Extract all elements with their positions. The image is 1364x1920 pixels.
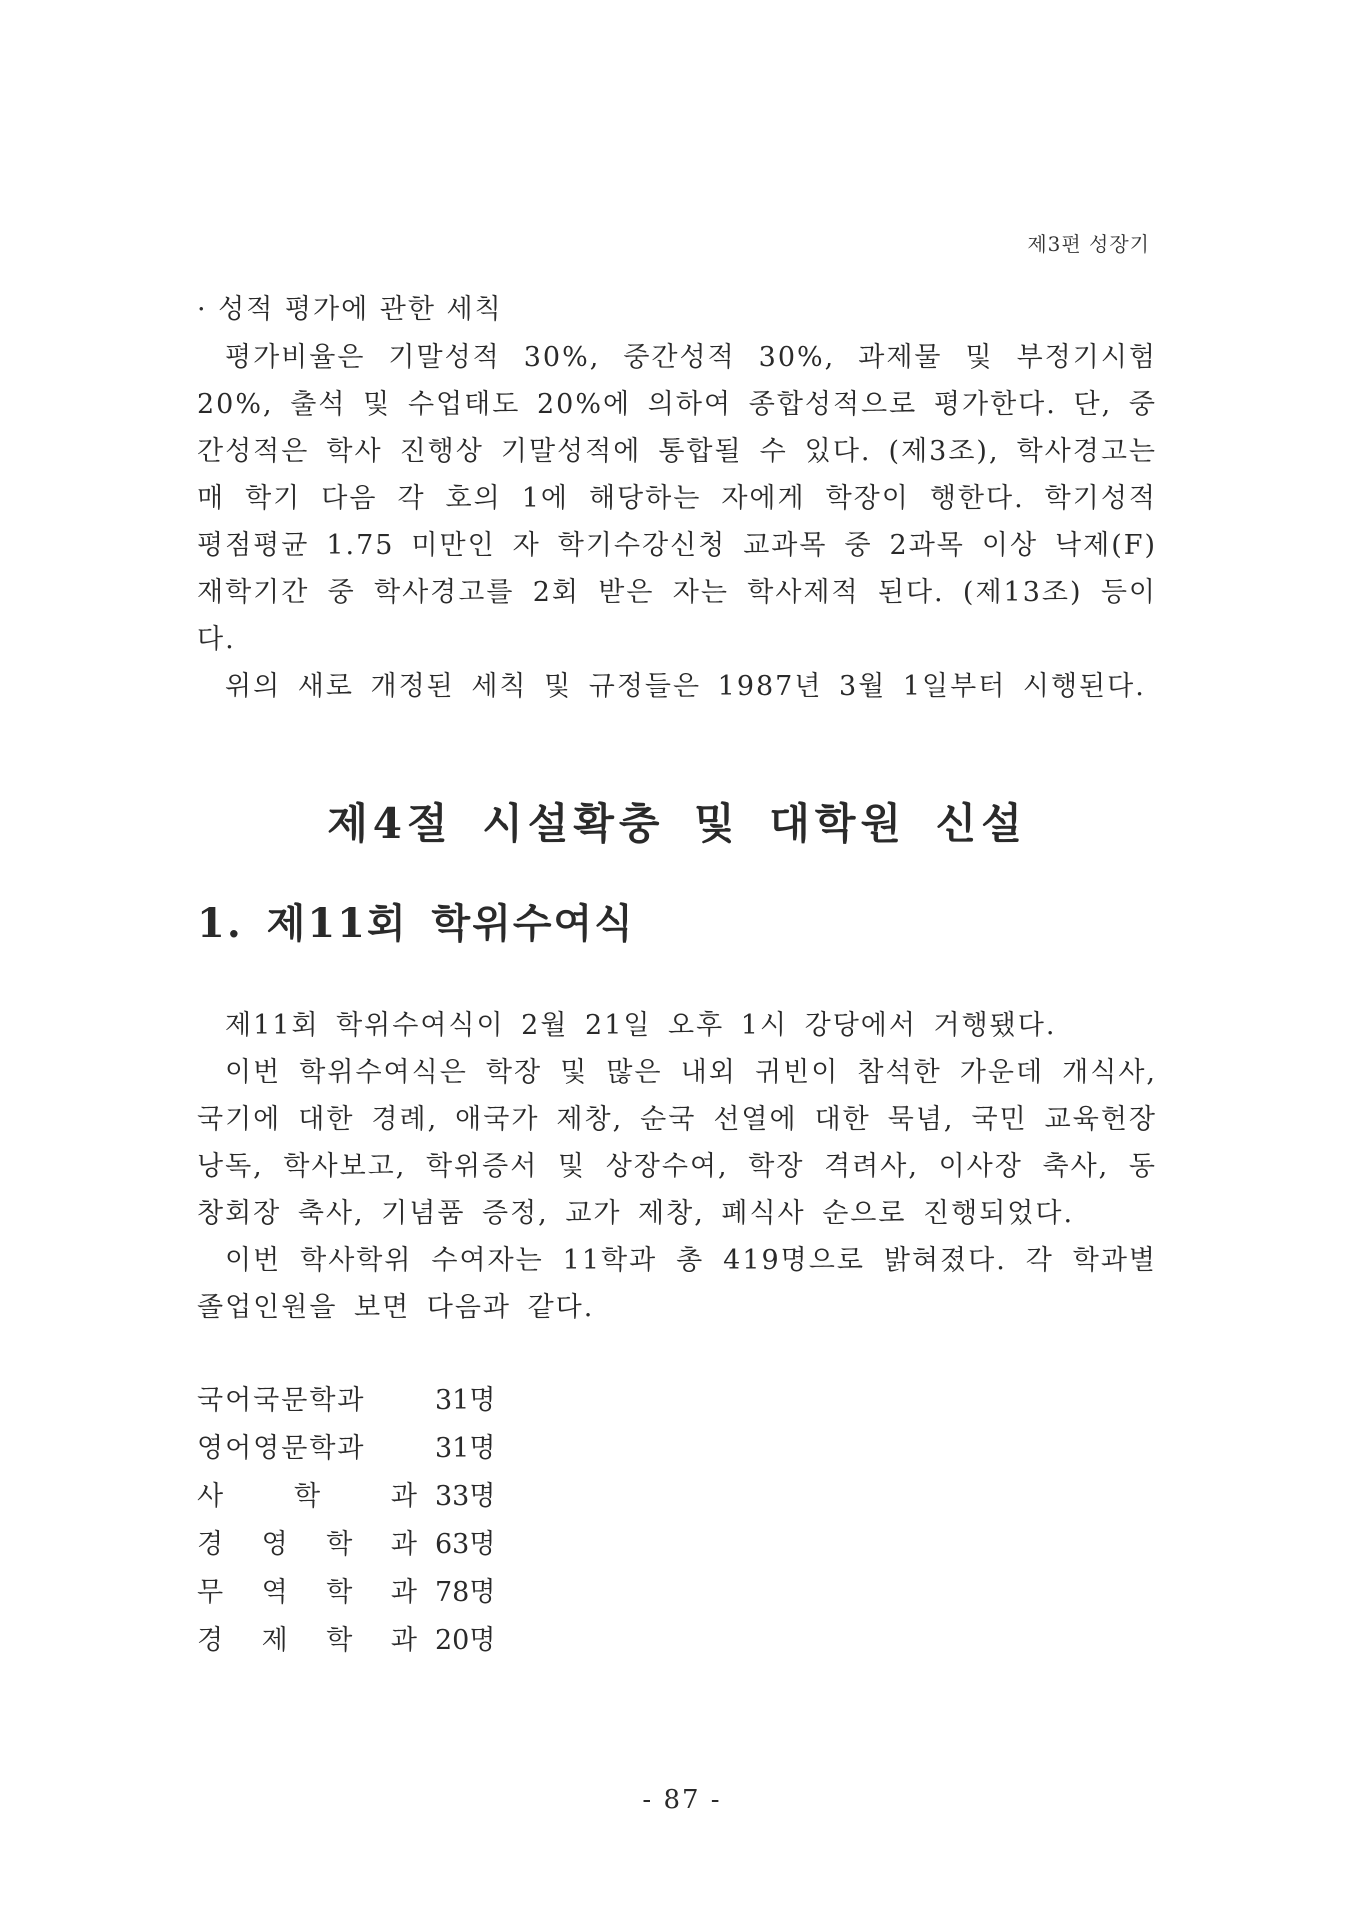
page-body [197, 290, 1157, 1665]
graduates-list [197, 1377, 1157, 1665]
dept-name-char: 학 [326, 1529, 353, 1560]
dept-name-char: 경 [197, 1529, 224, 1560]
page-number: - 87 - [642, 1785, 722, 1815]
ceremony-paragraph-3: 이번 학사학위 수여자는 11학과 총 419명으로 밝혀졌다. 각 학과별 졸업인원을 보면 다음과 같다. [197, 1245, 1157, 1323]
dept-name-char: 제 [261, 1625, 288, 1656]
dept-name [197, 1617, 417, 1665]
dept-name-char: 학 [293, 1481, 321, 1512]
list-item [197, 1569, 1157, 1617]
dept-name [197, 1569, 417, 1617]
dept-name [197, 1473, 417, 1521]
dept-count: 20명 [435, 1625, 496, 1656]
dept-name [197, 1521, 417, 1569]
list-item [197, 1617, 1157, 1665]
dept-name-char: 무 [197, 1577, 224, 1608]
list-item [197, 1377, 1157, 1425]
dept-name-char: 과 [390, 1481, 417, 1512]
dept-count: 78명 [435, 1577, 496, 1608]
dept-count: 31명 [435, 1433, 496, 1464]
dept-name-char: 학 [326, 1625, 353, 1656]
ceremony-paragraph-1: 제11회 학위수여식이 2월 21일 오후 1시 강당에서 거행됐다. [225, 1010, 1057, 1041]
dept-name-char: 경 [197, 1625, 224, 1656]
dept-name-char: 과 [390, 1577, 417, 1608]
dept-name-char: 학 [326, 1577, 353, 1608]
dept-name: 영어영문학과 [197, 1433, 366, 1464]
dept-count: 33명 [435, 1481, 496, 1512]
rules-paragraph-1: 평가비율은 기말성적 30%, 중간성적 30%, 과제물 및 부정기시험 20%, 출석 및 수업태도 20%에 의하여 종합성적으로 평가한다. 단, 중간성적은 학사 진행상 기말성적에 통합될 수 있다. (제3조), 학사경고는 매 학기 다음 각 호의 1에 해당하는 자에게 학장이 행한다. 학기성적 평점평균 1.75 미만인 자 학기수강신청 교과목 중 2과목 이상 낙제(F) 재학기간 중 학사경고를 2회 받은 자는 학사제적 된다. (제13조) 등이다. [197, 342, 1157, 655]
rules-subheading: · 성적 평가에 관한 세칙 [197, 294, 503, 325]
dept-name-char: 과 [390, 1625, 417, 1656]
ceremony-paragraph-2: 이번 학위수여식은 학장 및 많은 내외 귀빈이 참석한 가운데 개식사, 국기에 대한 경례, 애국가 제창, 순국 선열에 대한 묵념, 국민 교육헌장 낭독, 학사보고, 학위증서 및 상장수여, 학장 격려사, 이사장 축사, 동창회장 축사, 기념품 증정, 교가 제창, 폐식사 순으로 진행되었다. [197, 1057, 1157, 1229]
section-title: 제4절 시설확충 및 대학원 신설 [327, 799, 1027, 848]
rules-paragraph-2: 위의 새로 개정된 세칙 및 규정들은 1987년 3월 1일부터 시행된다. [225, 671, 1146, 702]
list-item [197, 1473, 1157, 1521]
dept-name: 국어국문학과 [197, 1385, 366, 1416]
dept-count: 63명 [435, 1529, 496, 1560]
list-item [197, 1521, 1157, 1569]
running-header: 제3편 성장기 [1027, 232, 1150, 256]
subsection-title: 1. 제11회 학위수여식 [197, 900, 635, 947]
dept-name-char: 과 [390, 1529, 417, 1560]
dept-name-char: 역 [261, 1577, 288, 1608]
dept-name-char: 영 [261, 1529, 288, 1560]
dept-name-char: 사 [197, 1481, 224, 1512]
list-item [197, 1425, 1157, 1473]
dept-count: 31명 [435, 1385, 496, 1416]
